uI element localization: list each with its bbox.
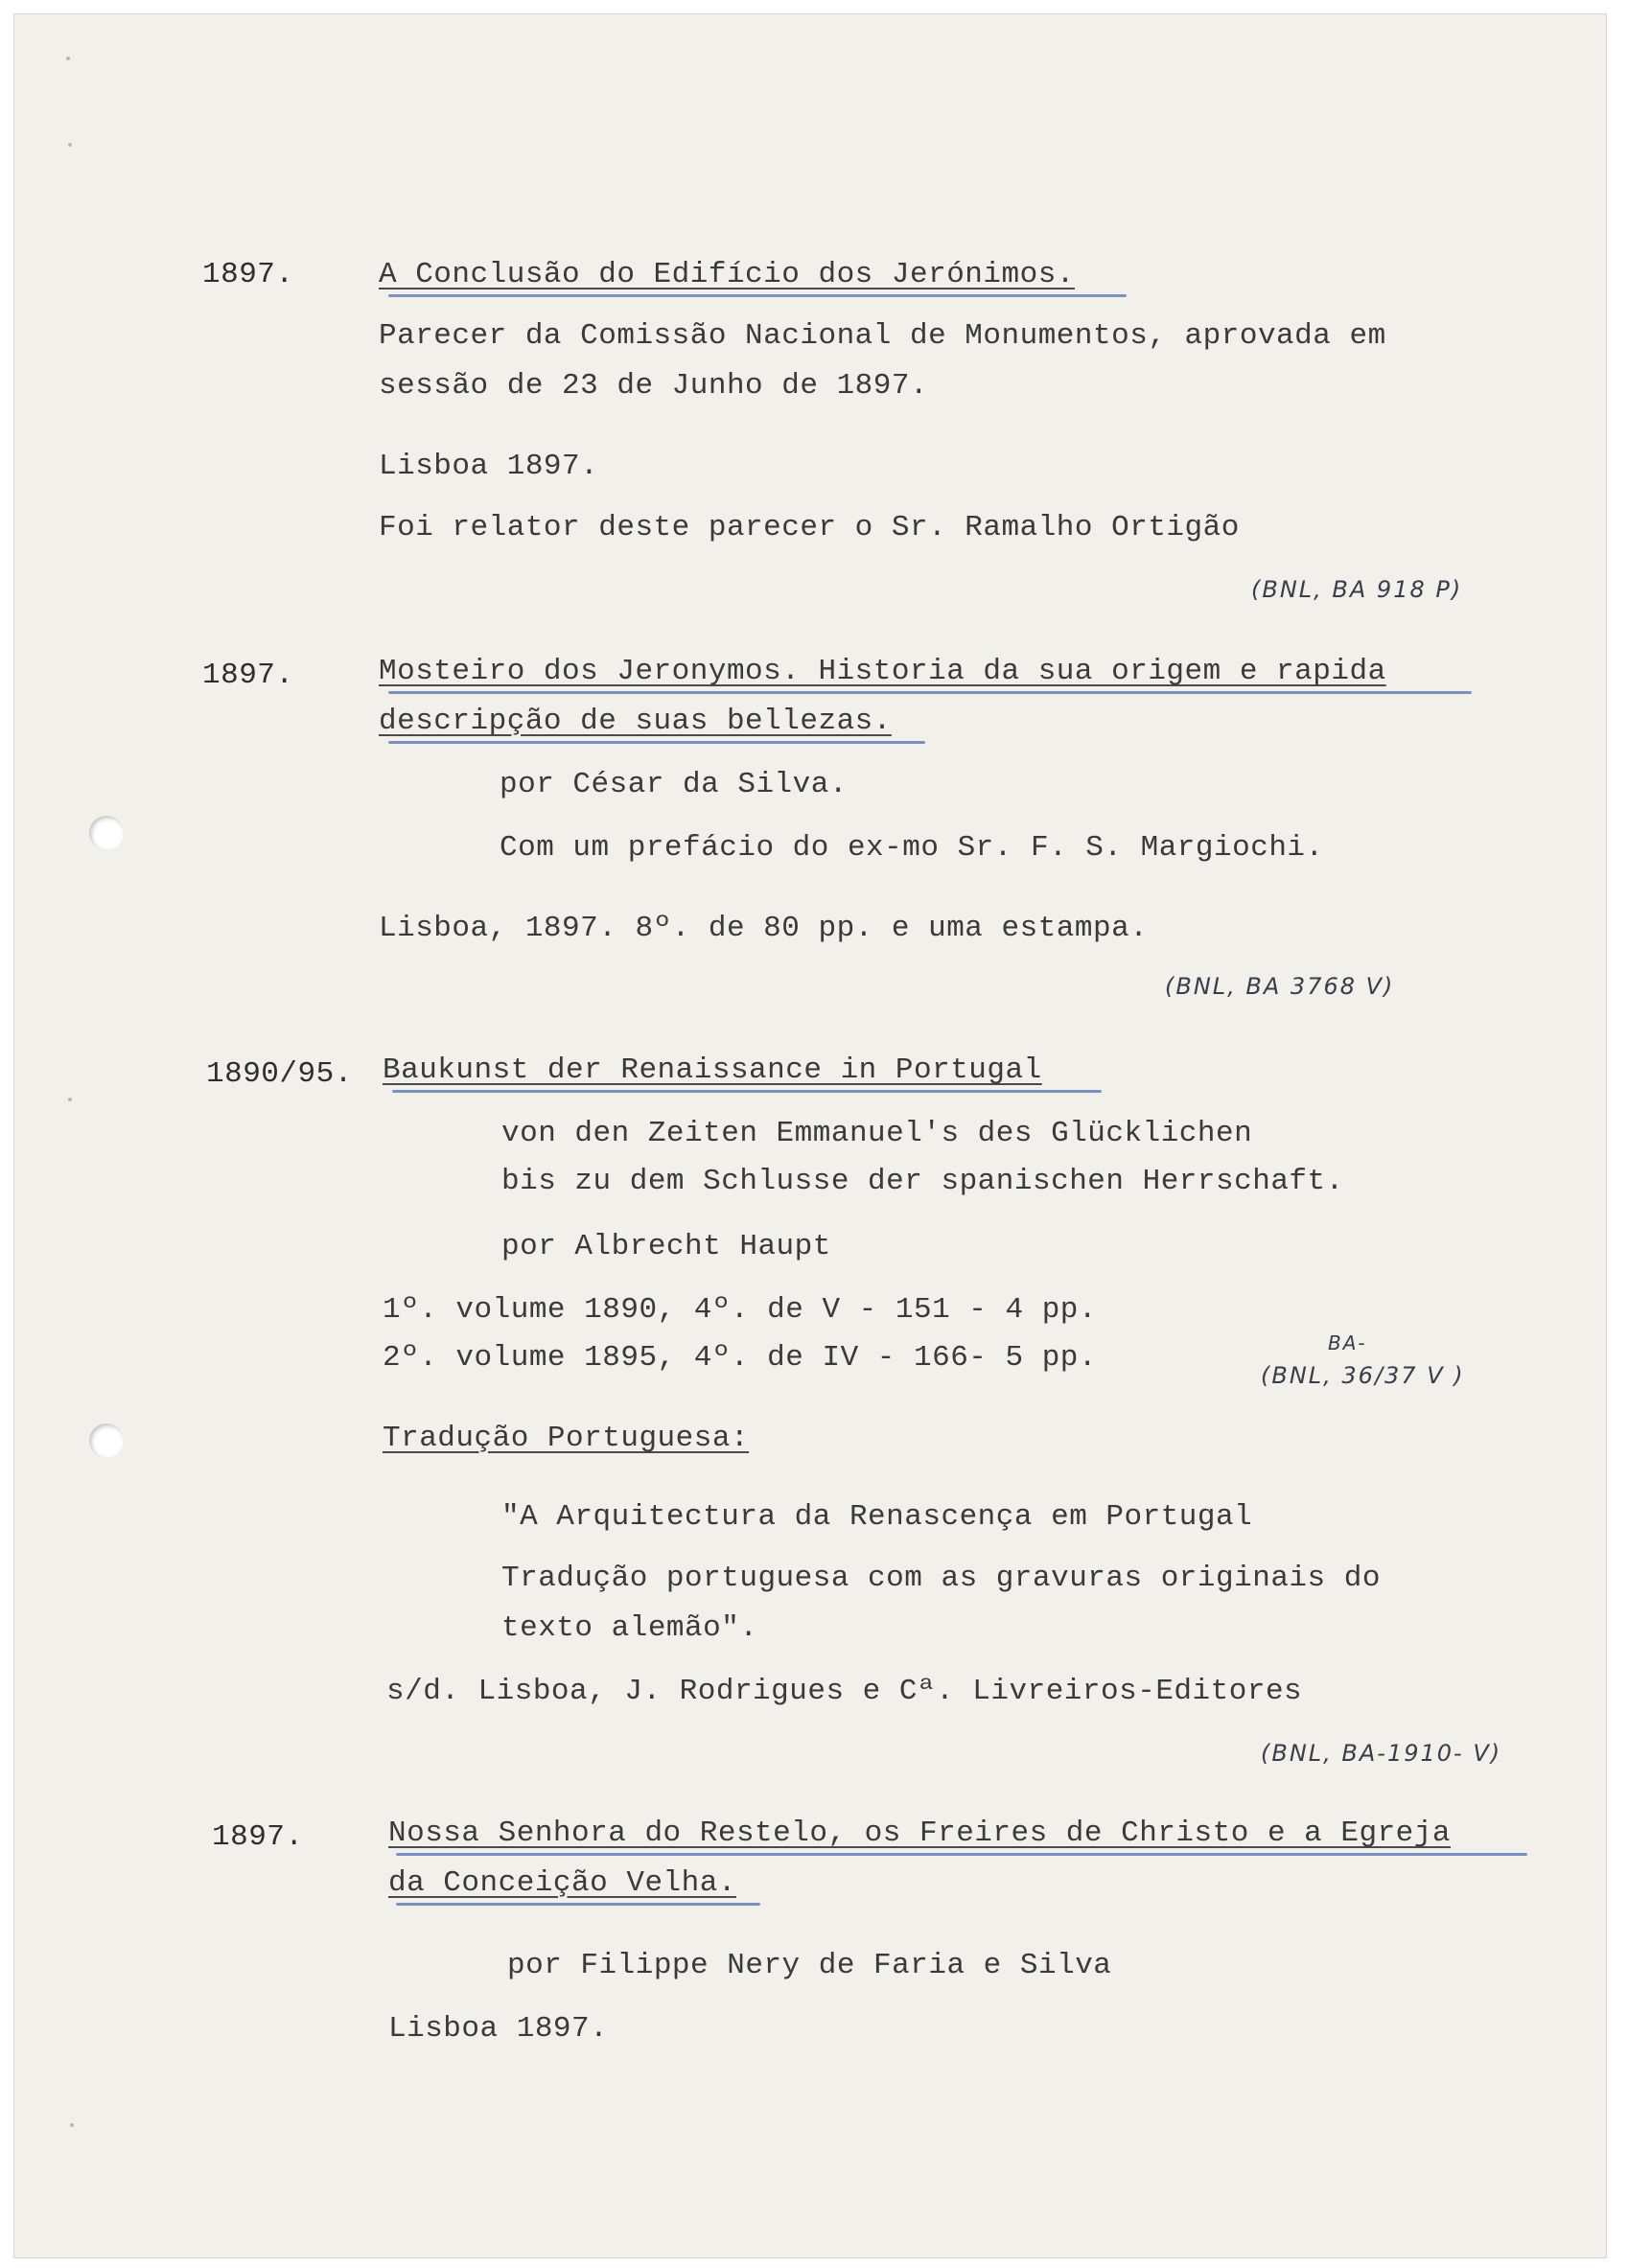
document-page xyxy=(13,13,1607,2258)
handwritten-shelfmark: (BNL, BA 3768 V) xyxy=(1165,973,1395,1000)
entry-line: Tradução portuguesa com as gravuras originais do xyxy=(501,1562,1381,1595)
entry-year: 1897. xyxy=(212,1820,304,1854)
entry-title-line: descripção de suas bellezas. xyxy=(379,705,892,738)
entry-line: 1º. volume 1890, 4º. de V - 151 - 4 pp. xyxy=(383,1293,1098,1327)
handwritten-shelfmark: (BNL, 36/37 V ) xyxy=(1261,1362,1465,1389)
entry-year: 1897. xyxy=(202,258,294,291)
blue-highlight-mark xyxy=(396,1903,760,1906)
entry-title: Baukunst der Renaissance in Portugal xyxy=(383,1053,1042,1087)
paper-speck xyxy=(68,143,72,147)
entry-line: von den Zeiten Emmanuel's des Glücklichen xyxy=(501,1117,1253,1150)
paper-speck xyxy=(66,57,70,60)
entry-title-line: Nossa Senhora do Restelo, os Freires de Christo e a Egreja xyxy=(388,1817,1451,1850)
translation-heading: Tradução Portuguesa: xyxy=(383,1422,750,1455)
entry-line: "A Arquitectura da Renascença em Portugal xyxy=(501,1500,1253,1534)
entry-line: sessão de 23 de Junho de 1897. xyxy=(379,369,929,403)
entry-line: texto alemão". xyxy=(501,1611,758,1645)
entry-line: Lisboa, 1897. 8º. de 80 pp. e uma estampa. xyxy=(379,912,1149,945)
entry-title: A Conclusão do Edifício dos Jerónimos. xyxy=(379,258,1075,291)
entry-line: Lisboa 1897. xyxy=(379,450,599,483)
entry-line: por Albrecht Haupt xyxy=(501,1230,831,1263)
entry-title-line: da Conceição Velha. xyxy=(388,1866,736,1900)
entry-line: Foi relator deste parecer o Sr. Ramalho Ortigão xyxy=(379,511,1240,544)
paper-speck xyxy=(70,2123,74,2127)
entry-line: por Filippe Nery de Faria e Silva xyxy=(507,1949,1112,1982)
blue-highlight-mark xyxy=(388,741,925,744)
paper-speck xyxy=(68,1098,72,1101)
entry-year: 1897. xyxy=(202,659,294,692)
entry-line: Parecer da Comissão Nacional de Monumentos, aprovada em xyxy=(379,319,1386,353)
punch-hole xyxy=(89,816,124,850)
entry-line: por César da Silva. xyxy=(500,768,848,801)
blue-highlight-mark xyxy=(388,691,1472,694)
handwritten-shelfmark-note: BA- xyxy=(1328,1331,1367,1354)
punch-hole xyxy=(89,1423,124,1458)
entry-line: bis zu dem Schlusse der spanischen Herrschaft. xyxy=(501,1165,1344,1198)
entry-line: Com um prefácio do ex-mo Sr. F. S. Margiochi. xyxy=(500,831,1324,865)
entry-line: Lisboa 1897. xyxy=(388,2012,609,2046)
handwritten-shelfmark: (BNL, BA 918 P) xyxy=(1251,576,1463,603)
entry-year: 1890/95. xyxy=(206,1057,353,1091)
entry-line: s/d. Lisboa, J. Rodrigues e Cª. Livreiros-Editores xyxy=(386,1675,1303,1708)
entry-title-line: Mosteiro dos Jeronymos. Historia da sua origem e rapida xyxy=(379,655,1386,688)
handwritten-shelfmark: (BNL, BA-1910- V) xyxy=(1261,1740,1502,1767)
entry-line: 2º. volume 1895, 4º. de IV - 166- 5 pp. xyxy=(383,1341,1098,1375)
blue-highlight-mark xyxy=(396,1853,1527,1856)
blue-highlight-mark xyxy=(388,294,1127,297)
blue-highlight-mark xyxy=(392,1090,1102,1093)
